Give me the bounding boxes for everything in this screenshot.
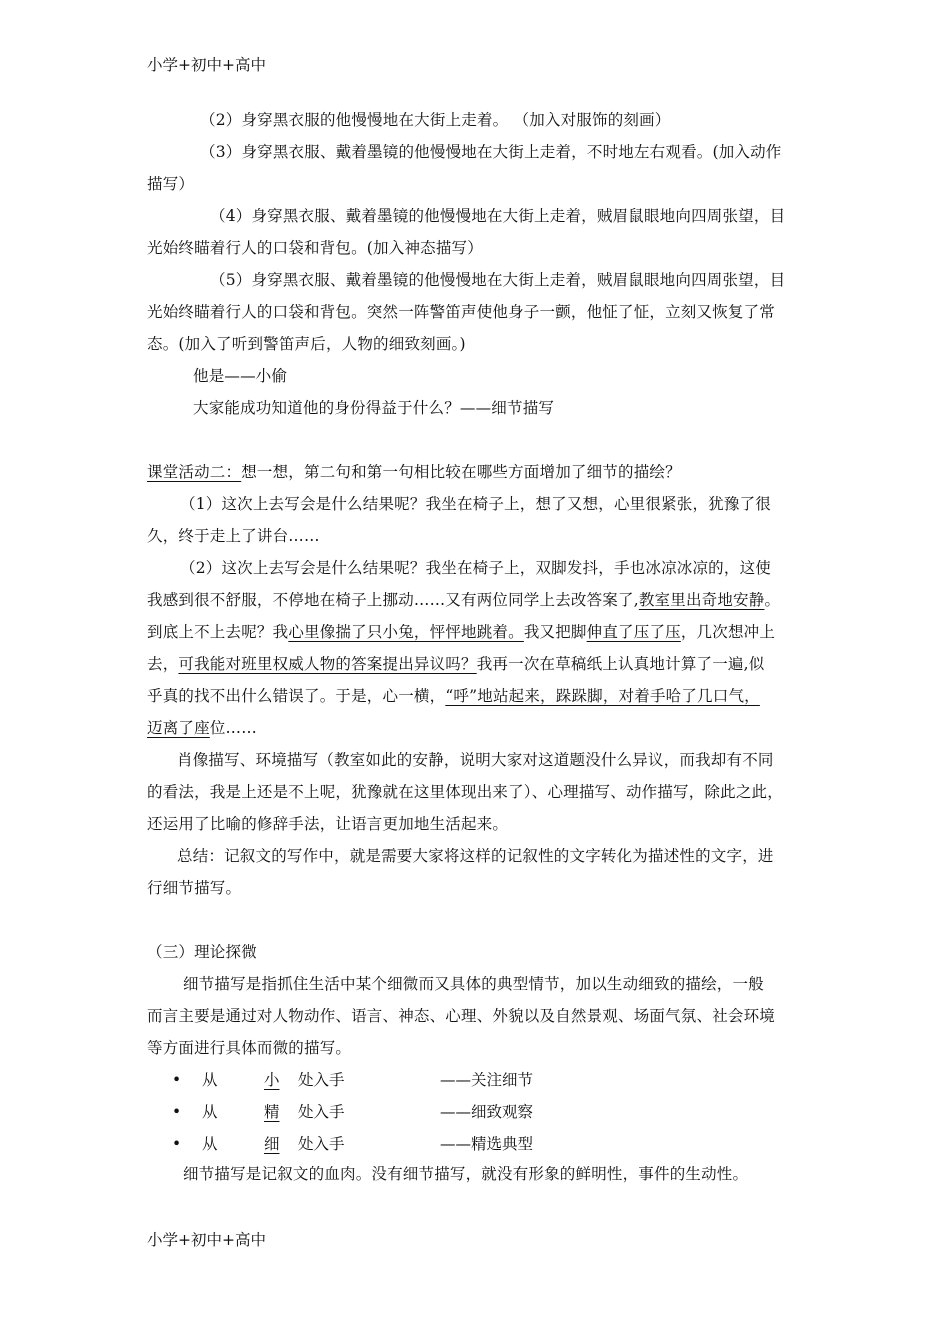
analysis-line-2: 的看法，我是上还是不上呢，犹豫就在这里体现出来了）、心理描写、动作描写，除此之此， [147,783,783,801]
sentence-4-line-2: 光始终瞄着行人的口袋和背包。(加入神态描写） [147,239,483,257]
underlined-run: 可我能对班里权威人物的答案提出异议吗？ [178,655,477,673]
text-run: ，几次想冲上 [680,623,776,641]
sentence-3-line-1: （3）身穿黑衣服、戴着墨镜的他慢慢地在大街上走着，不时地左右观看。(加入动作 [200,143,782,161]
analysis-line-1: 肖像描写、环境描写（教室如此的安静，说明大家对这道题没什么异议，而我却有不同 [177,751,774,769]
text-run: 到底上不上去呢？我 [147,623,289,641]
activity-question: 想一想，第二句和第一句相比较在哪些方面增加了细节的描绘？ [241,463,681,481]
bullet-from: 从 [202,1071,218,1089]
definition-line-2: 而言主要是通过对人物动作、语言、神态、心理、外貌以及自然景观、场面气氛、社会环境 [147,1007,776,1025]
activity-label: 课堂活动二： [147,463,242,481]
bullet-dash: ——细致观察 [440,1103,534,1121]
sentence-4-line-1: （4）身穿黑衣服、戴着墨镜的他慢慢地在大街上走着，贼眉鼠眼地向四周张望，目 [210,207,786,225]
text-run: 乎真的找不出什么错误了。于是，心一横， [147,687,446,705]
passage-2-line-6 [147,718,257,738]
question-detail: 大家能成功知道他的身份得益于什么？——细节描写 [193,399,555,417]
underlined-run: 教室里出奇地安静 [638,591,765,609]
bullet-icon: • [172,1071,182,1089]
closing-line: 细节描写是记叙文的血肉。没有细节描写，就没有形象的鲜明性，事件的生动性。 [183,1165,749,1183]
bullet-rest: 处入手 [298,1071,345,1089]
text-run: 去， [147,655,179,673]
summary-line-1: 总结：记叙文的写作中，就是需要大家将这样的记叙性的文字转化为描述性的文字，进 [177,847,774,865]
sentence-5-line-3: 态。(加入了听到警笛声后，人物的细致刻画。) [147,335,466,353]
bullet-key: 精 [264,1103,280,1121]
passage-2-line-1: （2）这次上去写会是什么结果呢？我坐在椅子上，双脚发抖，手也冰凉冰凉的，这使 [180,559,771,577]
text-run: 我感到很不舒服，不停地在椅子上挪动……又有两位同学上去改答案了, [147,591,639,609]
bullet-key: 细 [264,1135,280,1153]
activity-heading [147,462,681,482]
sentence-5-line-1: （5）身穿黑衣服、戴着墨镜的他慢慢地在大街上走着，贼眉鼠眼地向四周张望，目 [210,271,786,289]
bullet-icon: • [172,1103,182,1121]
bullet-dash: ——关注细节 [440,1071,534,1089]
passage-2-line-2 [147,590,780,610]
bullet-rest: 处入手 [298,1135,345,1153]
bullet-from: 从 [202,1103,218,1121]
theory-heading: （三）理论探微 [147,943,257,961]
answer-thief: 他是——小偷 [193,367,288,385]
underlined-run: 心里像揣了只小兔，怦怦地跳着。 [288,623,524,641]
text-run: 我又把脚 [523,623,587,641]
text-run: 我再一次在草稿纸上认真地计算了一遍,似 [476,655,765,673]
bullet-key: 小 [264,1071,280,1089]
sentence-2: （2）身穿黑衣服的他慢慢地在大街上走着。 （加入对服饰的刻画） [200,111,671,129]
page-footer: 小学+初中+高中 [147,1231,266,1249]
sentence-5-line-2: 光始终瞄着行人的口袋和背包。突然一阵警笛声使他身子一颤，他怔了怔，立刻又恢复了常 [147,303,776,321]
bullet-icon: • [172,1135,182,1153]
text-run: 。 [764,591,781,609]
text-run: 位…… [209,719,257,737]
underlined-run: 迈离了座 [147,719,210,737]
analysis-line-3: 还运用了比喻的修辞手法，让语言更加地生活起来。 [147,815,509,833]
passage-1-line-2: 久，终于走上了讲台…… [147,527,320,545]
summary-line-2: 行细节描写。 [147,879,242,897]
passage-2-line-5 [147,686,760,706]
bullet-from: 从 [202,1135,218,1153]
passage-2-line-3 [147,622,775,642]
passage-2-line-4 [147,654,764,674]
underlined-run: 伸直了压了压 [586,623,681,641]
definition-line-1: 细节描写是指抓住生活中某个细微而又具体的典型情节，加以生动细致的描绘，一般 [183,975,764,993]
page-header: 小学+初中+高中 [147,56,266,74]
bullet-dash: ——精选典型 [440,1135,534,1153]
passage-1-line-1: （1）这次上去写会是什么结果呢？我坐在椅子上，想了又想，心里很紧张，犹豫了很 [180,495,771,513]
underlined-run: “呼”地站起来，跺跺脚，对着手哈了几口气， [445,687,760,705]
sentence-3-line-2: 描写） [147,175,195,193]
definition-line-3: 等方面进行具体而微的描写。 [147,1039,352,1057]
bullet-rest: 处入手 [298,1103,345,1121]
